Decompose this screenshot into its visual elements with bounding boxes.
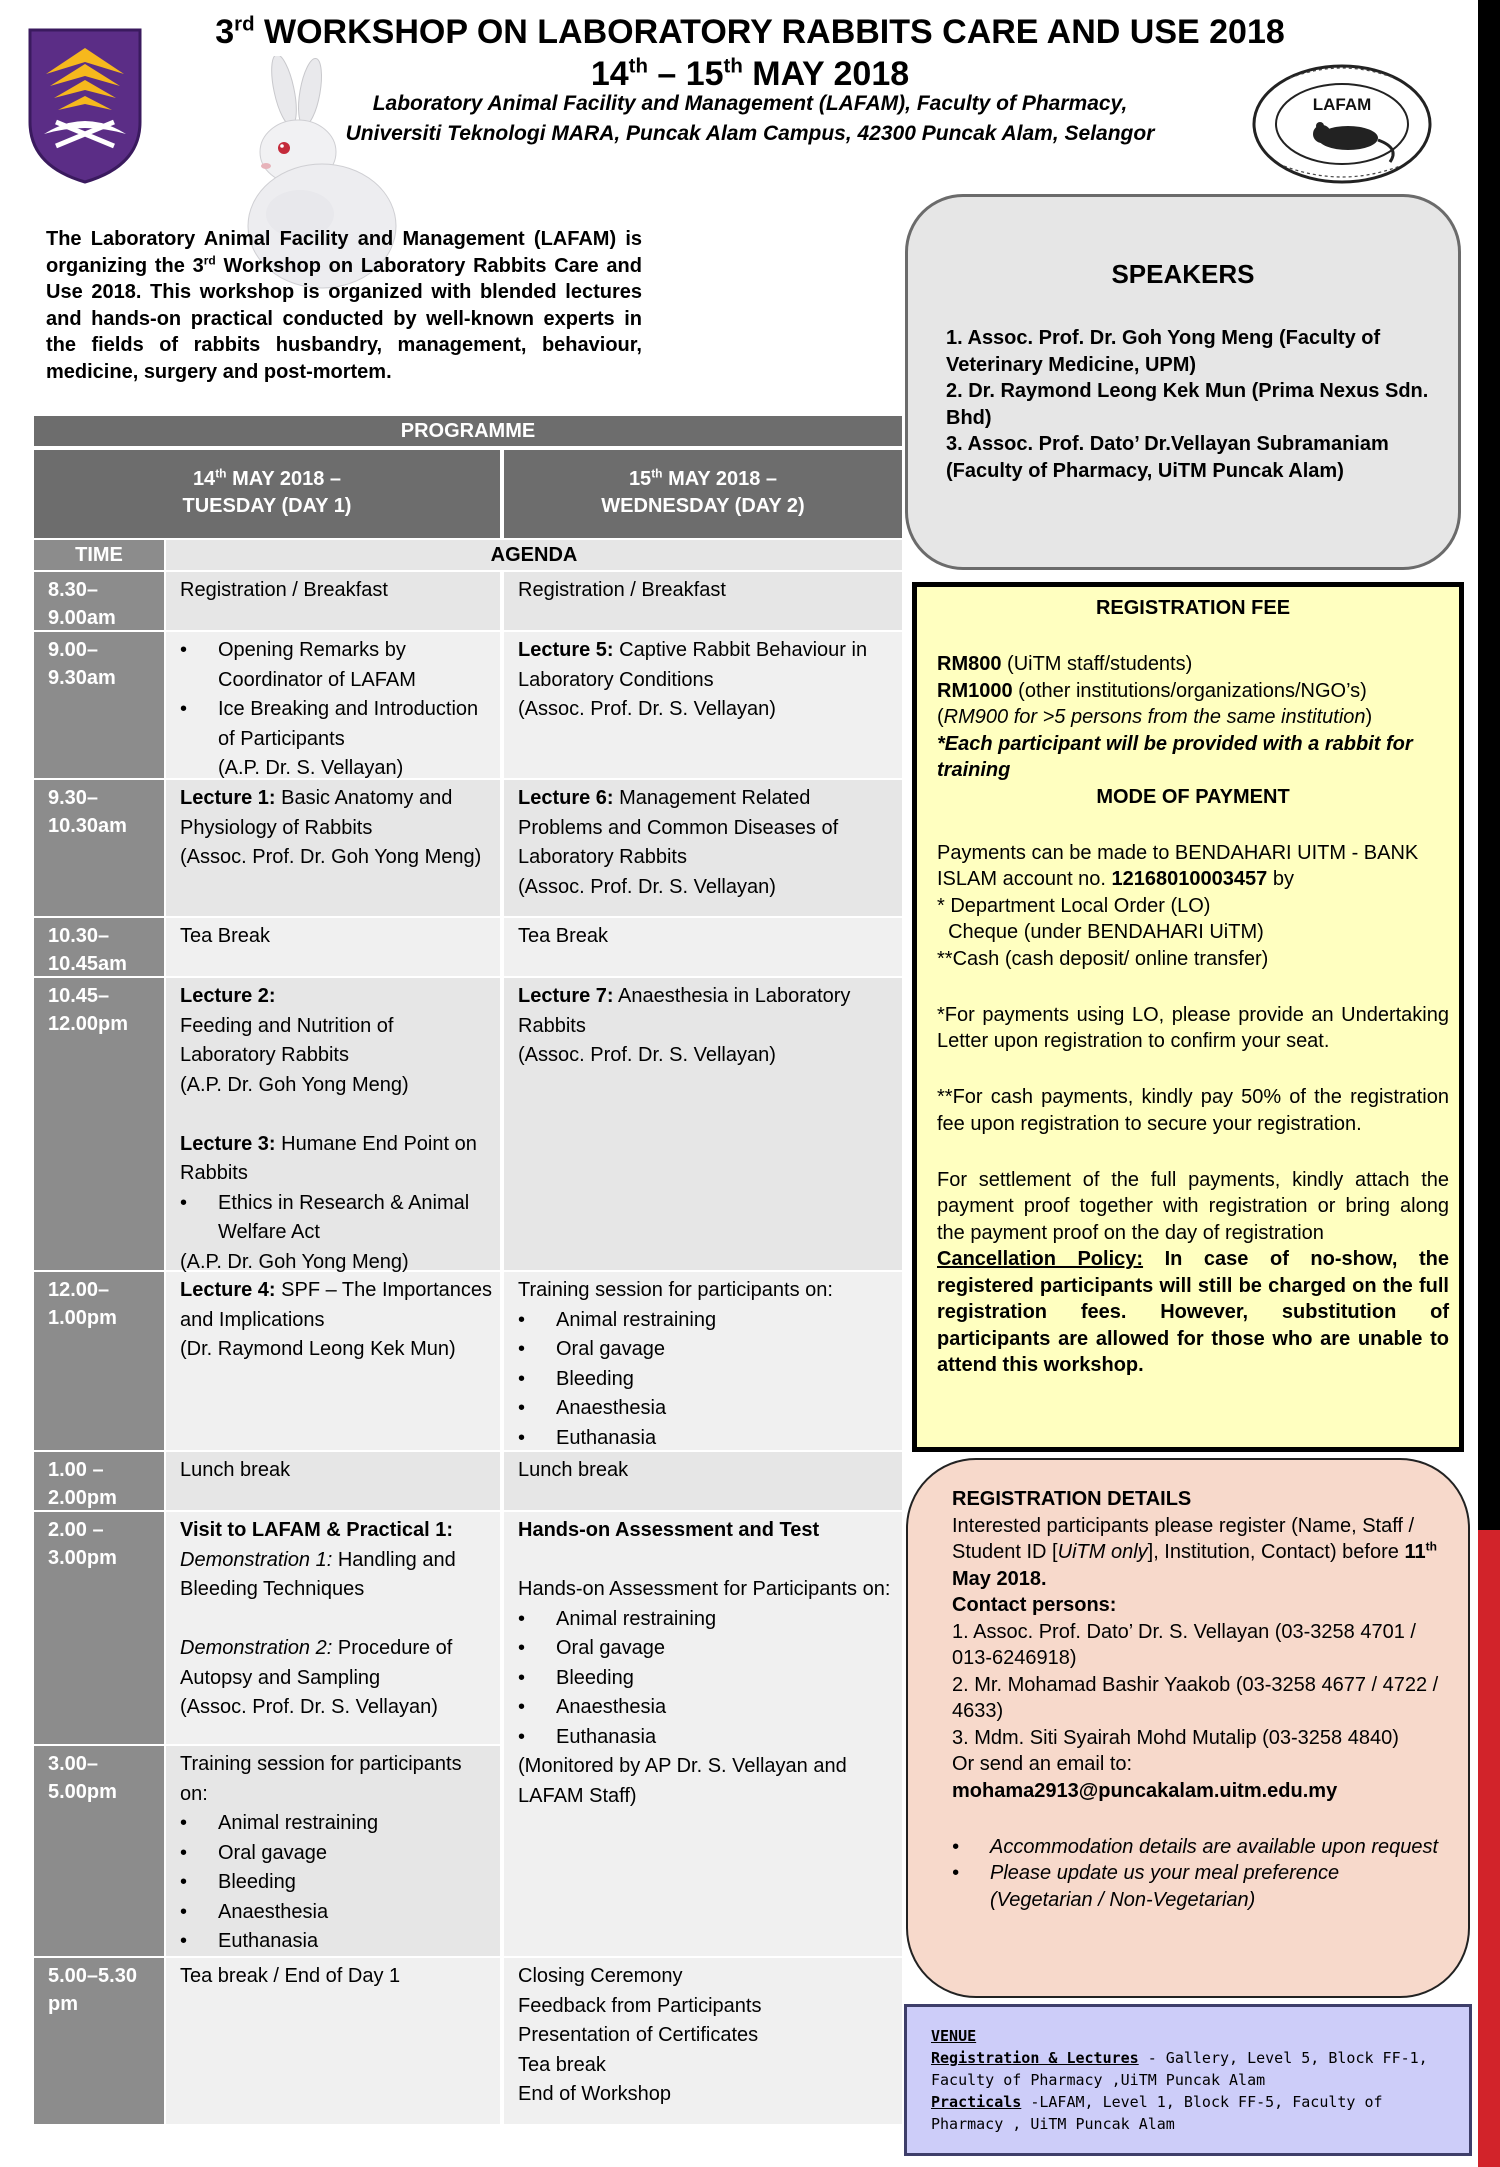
- speaker-credit: (A.P. Dr. Goh Yong Meng): [180, 1250, 409, 1273]
- demo-line: [180, 1546, 494, 1605]
- venue-practicals: [931, 2091, 1461, 2135]
- lecture-topics: [180, 1189, 494, 1248]
- closing-item: Presentation of Certificates: [518, 2024, 759, 2046]
- list-item: • Euthanasia: [518, 1723, 894, 1753]
- title-ordinal-suffix: rd: [234, 13, 255, 36]
- day2-cell: [504, 1272, 902, 1450]
- dates-start: 14: [590, 55, 629, 93]
- day2-month: MAY 2018 –: [662, 468, 778, 490]
- venue-title-text: VENUE: [931, 2027, 977, 2045]
- day1-date-suffix: th: [215, 466, 227, 481]
- regfee-title: REGISTRATION FEE: [1095, 597, 1291, 619]
- speaker-item: 3. Assoc. Prof. Dato’ Dr.Vellayan Subramaniam (Faculty of Pharmacy, UiTM Puncak Alam): [946, 433, 1389, 482]
- fee-staff-desc: (UiTM staff/students): [1001, 653, 1193, 675]
- lecture-line: [518, 982, 894, 1041]
- fee-group: [937, 704, 1449, 731]
- contacts-title: Contact persons:: [952, 1594, 1117, 1616]
- venue-registration-text: - Gallery, Level 5, Block FF-1, Faculty of Pharmacy ,UiTM Puncak Alam: [931, 2049, 1428, 2089]
- rabbit-note: [937, 731, 1449, 784]
- fee-staff-amount: RM800: [937, 653, 1002, 675]
- deadline-suffix: th: [1425, 1539, 1437, 1554]
- payment-text-a: Payments can be made to BENDAHARI UITM - BANK ISLAM account no.: [937, 841, 1419, 890]
- list-item: • Ethics in Research & Animal Welfare Act: [180, 1189, 494, 1248]
- agenda-column-header: AGENDA: [166, 540, 902, 570]
- payment-cheque: Cheque (under BENDAHARI UiTM): [937, 921, 1264, 943]
- lecture-label: Lecture 3:: [180, 1132, 276, 1155]
- cancellation-label: Cancellation Policy:: [937, 1248, 1144, 1270]
- list-item: • Anaesthesia: [518, 1693, 894, 1723]
- lecture-label: Lecture 7:: [518, 985, 614, 1007]
- note-item: • Please update us your meal preference (Vegetarian / Non-Vegetarian): [952, 1860, 1444, 1913]
- lecture-title: Management Related Problems and Common Diseases of Laboratory Rabbits: [518, 787, 839, 868]
- lecture-line: [518, 784, 894, 873]
- list-item: • Oral gavage: [518, 1634, 894, 1664]
- day1-month: MAY 2018 –: [226, 468, 342, 490]
- day1-cell: Registration / Breakfast: [166, 572, 500, 630]
- list-item: • Animal restraining: [518, 1306, 894, 1336]
- list-item: • Ice Breaking and Introduction of Participants: [180, 695, 494, 754]
- time-cell: 2.00 – 3.00pm: [34, 1512, 164, 1744]
- day2-date-suffix: th: [651, 466, 663, 481]
- list-item: • Oral gavage: [518, 1335, 894, 1365]
- list-item: • Bleeding: [518, 1664, 894, 1694]
- regdetails-notes: [952, 1834, 1444, 1914]
- lecture-label: Lecture 4:: [180, 1279, 276, 1301]
- dates-end: – 15: [647, 55, 724, 93]
- cancellation-text: In case of no-show, the registered participants will still be charged on the full registration fees. However, substitution of participants are allowed for those who are unable to attend this workshop.: [937, 1248, 1449, 1376]
- demo-title: Procedure of Autopsy and Sampling: [180, 1637, 453, 1689]
- uitm-crest-logo: [26, 26, 144, 184]
- time-column-header: TIME: [34, 540, 164, 570]
- note-item: • Accommodation details are available upon request: [952, 1834, 1444, 1861]
- training-intro: Training session for participants on:: [518, 1279, 833, 1301]
- speaker-item: 2. Dr. Raymond Leong Kek Mun (Prima Nexus Sdn. Bhd): [946, 380, 1429, 429]
- lecture-label: Lecture 2:: [180, 985, 276, 1007]
- lo-note: *For payments using LO, please provide an Undertaking Letter upon registration to confirm your seat.: [937, 1003, 1449, 1052]
- payment-text-b: by: [1267, 868, 1294, 890]
- day2-date: 15: [628, 468, 652, 490]
- day1-cell: Tea break / End of Day 1: [166, 1958, 500, 2124]
- title-text: WORKSHOP ON LABORATORY RABBITS CARE AND USE 2018: [254, 13, 1285, 51]
- regdetails-text-a: Interested participants please register (Name, Staff / Student ID [: [952, 1514, 1415, 1563]
- deadline-month: May 2018.: [952, 1567, 1047, 1590]
- day2-cell: Tea Break: [504, 918, 902, 976]
- closing-item: Tea break: [518, 2053, 606, 2076]
- lecture-label: Lecture 6:: [518, 787, 614, 809]
- speaker-credit: (Assoc. Prof. Dr. S. Vellayan): [518, 698, 776, 720]
- seal-text: LAFAM: [1312, 95, 1372, 114]
- lecture-title: Anaesthesia in Laboratory Rabbits: [518, 985, 851, 1037]
- day1-cell: [166, 780, 500, 916]
- registration-details-panel: [906, 1458, 1470, 1998]
- contact-email-link[interactable]: mohama2913@puncakalam.uitm.edu.my: [952, 1779, 1338, 1802]
- intro-paragraph: [46, 226, 642, 385]
- demo-label: Demonstration 1:: [180, 1548, 333, 1571]
- day2-cell: [504, 1958, 902, 2124]
- venue-registration-label: Registration & Lectures: [931, 2049, 1139, 2067]
- training-list: [518, 1306, 894, 1454]
- fee-staff: [937, 651, 1449, 678]
- fee-group-close: ): [1365, 706, 1373, 728]
- demo-title: Handling and Bleeding Techniques: [180, 1548, 456, 1600]
- lecture-title: Basic Anatomy and Physiology of Rabbits: [180, 787, 453, 839]
- regdetails-text-italic: UiTM only: [1057, 1541, 1148, 1563]
- venue-title: [931, 2025, 1461, 2047]
- time-cell: 9.30– 10.30am: [34, 780, 164, 916]
- fee-other-amount: RM1000: [937, 679, 1013, 702]
- day2-weekday: WEDNESDAY (DAY 2): [601, 495, 805, 517]
- fee-group-open: (: [937, 706, 944, 728]
- settlement-note: For settlement of the full payments, kindly attach the payment proof together with registration or bring along the payment proof on the day of registration: [937, 1168, 1449, 1244]
- day1-cell: Tea Break: [166, 918, 500, 976]
- speaker-credit: (Assoc. Prof. Dr. Goh Yong Meng): [180, 846, 482, 868]
- rabbit-note-text: *Each participant will be provided with a rabbit for training: [937, 732, 1413, 781]
- day2-header: [504, 450, 902, 538]
- time-cell: 3.00– 5.00pm: [34, 1746, 164, 1956]
- organizer-line-1: Laboratory Animal Facility and Management (LAFAM), Faculty of Pharmacy,: [372, 92, 1128, 115]
- speakers-panel: [905, 194, 1461, 570]
- contact-item: 3. Mdm. Siti Syairah Mohd Mutalip (03-3258 4840): [952, 1726, 1399, 1749]
- fee-other: [937, 678, 1449, 705]
- day2-cell: [504, 978, 902, 1270]
- assessment-intro: Hands-on Assessment for Participants on:: [518, 1578, 891, 1600]
- day2-cell: Registration / Breakfast: [504, 572, 902, 630]
- regdetails-text: [952, 1513, 1444, 1593]
- time-cell: 12.00– 1.00pm: [34, 1272, 164, 1450]
- speaker-credit: (Assoc. Prof. Dr. S. Vellayan): [518, 1044, 776, 1066]
- demo-line: [180, 1634, 494, 1693]
- day2-cell: Lunch break: [504, 1452, 902, 1510]
- day1-date: 14: [192, 468, 216, 490]
- day1-cell: [166, 1272, 500, 1450]
- closing-item: End of Workshop: [518, 2083, 672, 2105]
- intro-text-a: The Laboratory Animal Facility and Management (LAFAM) is organizing the 3: [46, 228, 642, 277]
- lecture-label: Lecture 5:: [518, 639, 614, 661]
- list-item: • Animal restraining: [518, 1605, 894, 1635]
- regdetails-text-b: ], Institution, Contact) before: [1147, 1541, 1405, 1563]
- lecture-title: SPF – The Importances and Implications: [180, 1279, 492, 1331]
- day1-cell: Lunch break: [166, 1452, 500, 1510]
- training-list: [180, 1809, 494, 1957]
- edge-bar-red: [1478, 1530, 1500, 2167]
- lecture-line: [180, 784, 494, 843]
- payment-cash: **Cash (cash deposit/ online transfer): [937, 947, 1269, 970]
- payment-text: [937, 840, 1449, 893]
- list-item: • Animal restraining: [180, 1809, 494, 1839]
- day2-cell: [504, 780, 902, 916]
- list-item: • Oral gavage: [180, 1839, 494, 1869]
- lecture-title: Humane End Point on Rabbits: [180, 1132, 477, 1184]
- intro-text-b: Workshop on Laboratory Rabbits Care and Use 2018. This workshop is organized with blended lectures and hands-on practical conducted by well-known experts in the fields of rabbits husbandry, management, behaviour, medicine, surgery and post-mortem.: [46, 254, 642, 383]
- day1-weekday: TUESDAY (DAY 1): [182, 495, 352, 517]
- workshop-title: [150, 10, 1350, 54]
- lecture-line: [180, 1276, 494, 1335]
- time-cell: 10.30– 10.45am: [34, 918, 164, 976]
- lecture-label: Lecture 1:: [180, 787, 276, 809]
- lecture-line: [180, 1130, 494, 1189]
- speaker-credit: (Assoc. Prof. Dr. S. Vellayan): [518, 875, 776, 898]
- speaker-credit: (Monitored by AP Dr. S. Vellayan and LAFAM Staff): [518, 1755, 847, 1807]
- time-cell: 1.00 – 2.00pm: [34, 1452, 164, 1510]
- dates-month: MAY 2018: [742, 55, 910, 93]
- speaker-credit: (A.P. Dr. S. Vellayan): [218, 757, 404, 779]
- speakers-list: [946, 325, 1436, 484]
- programme-banner: PROGRAMME: [34, 416, 902, 446]
- list-item: • Bleeding: [518, 1365, 894, 1395]
- lecture-title: Feeding and Nutrition of Laboratory Rabbits: [180, 1014, 394, 1066]
- venue-practicals-text: -LAFAM, Level 1, Block FF-5, Faculty of Pharmacy , UiTM Puncak Alam: [931, 2093, 1383, 2133]
- venue-practicals-label: Practicals: [931, 2093, 1022, 2111]
- list-item: • Anaesthesia: [518, 1394, 894, 1424]
- cash-note: **For cash payments, kindly pay 50% of the registration fee upon registration to secure your registration.: [937, 1086, 1449, 1135]
- demo-label: Demonstration 2:: [180, 1637, 333, 1659]
- day1-cell: [166, 1512, 500, 1744]
- day1-cell: [166, 632, 500, 778]
- cancellation-policy: [937, 1246, 1449, 1379]
- dates-start-suffix: th: [628, 55, 648, 78]
- day2-cell: [504, 632, 902, 778]
- assessment-title: Hands-on Assessment and Test: [518, 1519, 820, 1541]
- organizer-line-2: Universiti Teknologi MARA, Puncak Alam Campus, 42300 Puncak Alam, Selangor: [345, 122, 1155, 145]
- day1-cell: [166, 1746, 500, 1956]
- list-item: • Bleeding: [180, 1868, 494, 1898]
- list-item: • Euthanasia: [518, 1424, 894, 1454]
- day1-cell: [166, 978, 500, 1273]
- list-item: • Opening Remarks by Coordinator of LAFAM: [180, 636, 494, 695]
- speaker-credit: (A.P. Dr. Goh Yong Meng): [180, 1073, 409, 1096]
- lecture-title: Captive Rabbit Behaviour in Laboratory Conditions: [518, 639, 868, 691]
- regdetails-title: REGISTRATION DETAILS: [952, 1488, 1192, 1510]
- closing-item: Closing Ceremony: [518, 1965, 683, 1987]
- title-ordinal: 3: [215, 13, 235, 51]
- contact-item: 2. Mr. Mohamad Bashir Yaakob (03-3258 4677 / 4722 / 4633): [952, 1673, 1439, 1722]
- opening-list: [180, 636, 494, 754]
- speakers-title: SPEAKERS: [1111, 259, 1255, 289]
- contact-item: 1. Assoc. Prof. Dato’ Dr. S. Vellayan (03-3258 4701 / 013-6246918): [952, 1620, 1416, 1669]
- venue-registration: [931, 2047, 1461, 2091]
- training-intro: Training session for participants on:: [180, 1753, 462, 1805]
- registration-fee-panel: [912, 582, 1464, 1452]
- list-item: • Euthanasia: [180, 1927, 494, 1957]
- closing-item: Feedback from Participants: [518, 1994, 762, 2017]
- assessment-list: [518, 1605, 894, 1753]
- dates-end-suffix: th: [723, 55, 743, 78]
- speaker-credit: (Assoc. Prof. Dr. S. Vellayan): [180, 1696, 438, 1718]
- speaker-item: 1. Assoc. Prof. Dr. Goh Yong Meng (Faculty of Veterinary Medicine, UPM): [946, 327, 1381, 376]
- fee-group-desc: RM900 for >5 persons from the same institution: [943, 706, 1366, 728]
- payment-lo: * Department Local Order (LO): [937, 894, 1211, 917]
- time-cell: 5.00–5.30 pm: [34, 1958, 164, 2124]
- time-cell: 10.45– 12.00pm: [34, 978, 164, 1270]
- list-item: • Anaesthesia: [180, 1898, 494, 1928]
- speaker-credit: (Dr. Raymond Leong Kek Mun): [180, 1338, 456, 1360]
- day2-cell: [504, 1512, 902, 1956]
- edge-bar-black: [1478, 0, 1500, 1530]
- time-cell: 9.00– 9.30am: [34, 632, 164, 778]
- time-cell: 8.30– 9.00am: [34, 572, 164, 630]
- deadline-day: 11: [1404, 1541, 1426, 1563]
- bank-account-number: 12168010003457: [1111, 868, 1268, 890]
- email-label: Or send an email to:: [952, 1753, 1133, 1775]
- practical-title: Visit to LAFAM & Practical 1:: [180, 1519, 454, 1541]
- day1-header: [34, 450, 500, 538]
- fee-other-desc: (other institutions/organizations/NGO’s): [1012, 679, 1367, 702]
- venue-panel: [904, 2004, 1472, 2156]
- intro-sup: rd: [203, 252, 216, 267]
- lecture-line: [518, 636, 894, 695]
- payment-title: MODE OF PAYMENT: [1096, 785, 1290, 808]
